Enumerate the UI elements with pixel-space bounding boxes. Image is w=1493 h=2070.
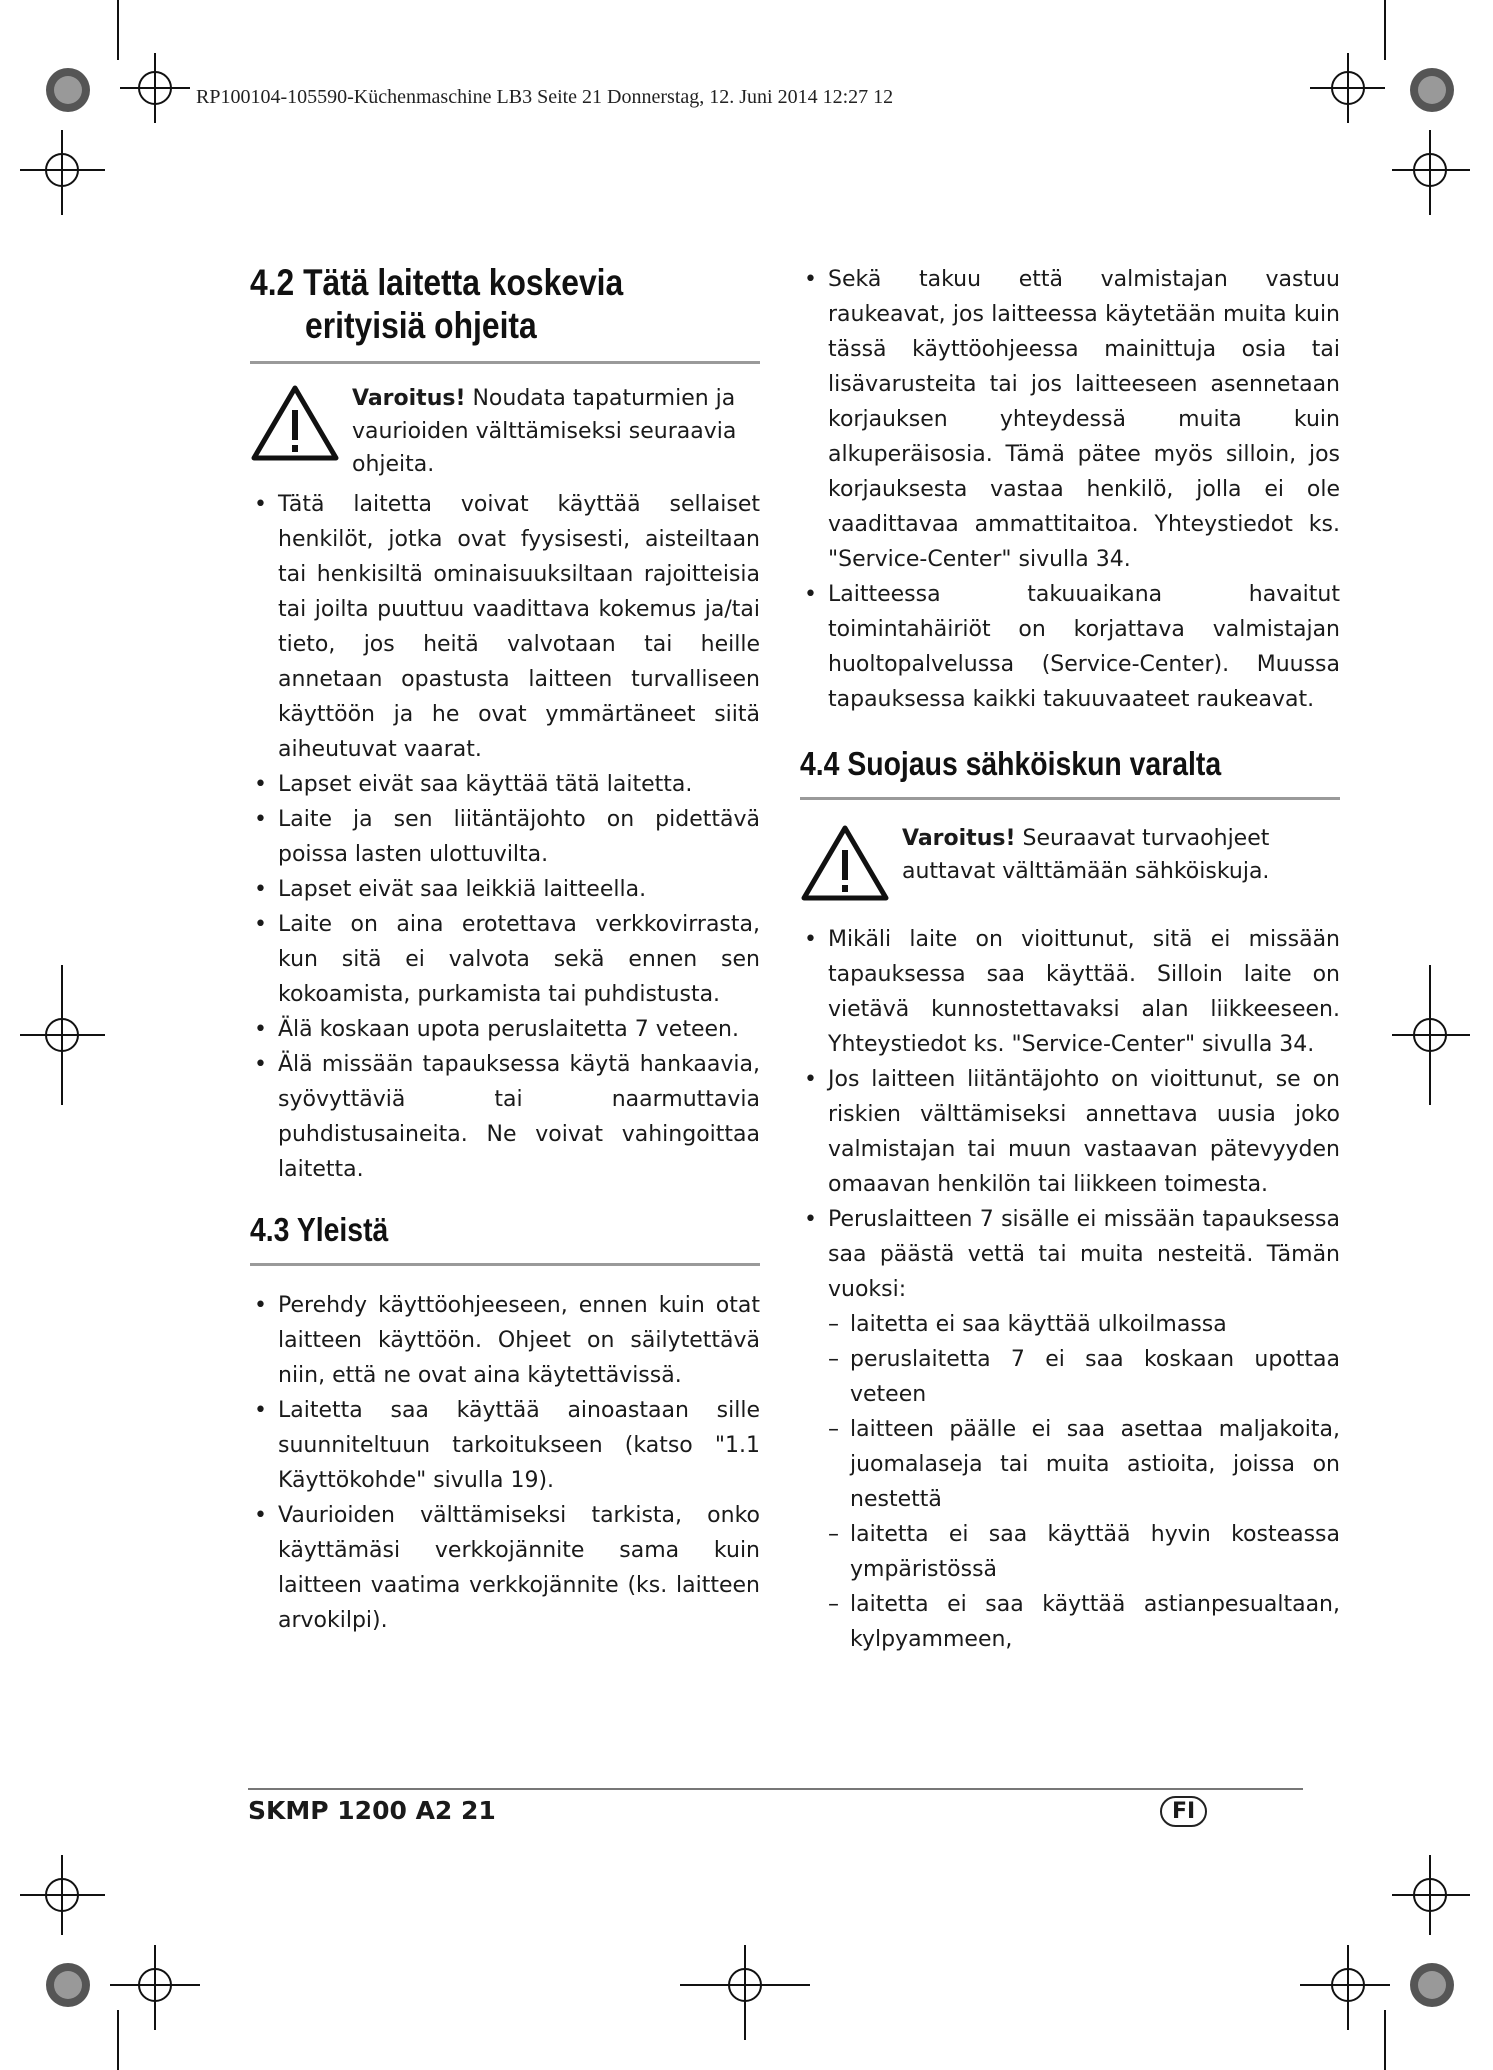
warning-body: Noudata tapaturmien ja vaurioiden välttämiseksi seuraavia ohjeita. xyxy=(352,386,737,478)
list-item: • Laite ja sen liitäntäjohto on pidettävä poissa lasten ulottuvilta. xyxy=(250,802,760,872)
section-heading-4-2 xyxy=(250,262,766,347)
sub-list-item: – laitetta ei saa käyttää astianpesualtaan, kylpyammeen, xyxy=(828,1587,1340,1657)
list-item: • Vaurioiden välttämiseksi tarkista, onko käyttämäsi verkkojännite sama kuin laitteen vaatima verkkojännite (ks. laitteen arvokilpi). xyxy=(250,1498,760,1638)
sub-list-item: – laitteen päälle ei saa asettaa maljakoita, juomalaseja tai muita astioita, joissa on nestettä xyxy=(828,1412,1340,1517)
right-column xyxy=(800,262,1340,1657)
heading-rule xyxy=(250,361,760,364)
warning-box xyxy=(800,822,1340,902)
warning-lead: Varoitus! xyxy=(352,386,466,412)
list-item: • Älä koskaan upota peruslaitetta 7 veteen. xyxy=(250,1012,760,1047)
list-item: • Sekä takuu että valmistajan vastuu raukeavat, jos laitteessa käytetään muita kuin tässä käyttöohjeessa mainittuja osia tai lisävarusteita tai jos laitteeseen asennetaan korjauksen yhteydessä muita kuin alkuperäisosia. Tämä pätee myös silloin, jos korjauksesta vastaa henkilö, jolla ei ole vaadittavaa ammattitaitoa. Yhteystiedot ks. "Service-Center" sivulla 34. xyxy=(800,262,1340,577)
sub-list-item: – peruslaitetta 7 ei saa koskaan upottaa veteen xyxy=(828,1342,1340,1412)
heading-line-2: erityisiä ohjeita xyxy=(305,304,537,346)
list-item: • Lapset eivät saa käyttää tätä laitetta. xyxy=(250,767,760,802)
list-item: • Laitetta saa käyttää ainoastaan sille suunniteltuun tarkoitukseen (katso "1.1 Käyttökohde" sivulla 19). xyxy=(250,1393,760,1498)
section-heading-4-3: 4.3 Yleistä xyxy=(250,1211,389,1249)
heading-line-1: 4.2 Tätä laitetta koskevia xyxy=(250,262,624,303)
list-item: • Mikäli laite on vioittunut, sitä ei missään tapauksessa saa käyttää. Silloin laite on vietävä kunnostettavaksi alan liikkeeseen. Yhteystiedot ks. "Service-Center" sivulla 34. xyxy=(800,922,1340,1062)
footer-rule xyxy=(248,1788,1303,1790)
sub-list-item: – laitetta ei saa käyttää hyvin kosteassa ympäristössä xyxy=(828,1517,1340,1587)
warning-triangle-icon xyxy=(250,382,340,462)
bullet-list-4-4 xyxy=(800,922,1340,1307)
heading-rule xyxy=(800,797,1340,800)
sub-list-item: – laitetta ei saa käyttää ulkoilmassa xyxy=(828,1307,1340,1342)
warning-body: Seuraavat turvaohjeet auttavat välttämään sähköiskuja. xyxy=(902,825,1270,884)
list-item: • Tätä laitetta voivat käyttää sellaiset henkilöt, jotka ovat fyysisesti, aisteiltaan tai henkisiltä ominaisuuksiltaan rajoitteisia tai joilta puuttuu vaadittava kokemus ja/tai tieto, jos heitä valvotaan tai heille annetaan opastusta laitteen turvalliseen käyttöön ja he ovat ymmärtäneet siitä aiheutuvat vaarat. xyxy=(250,487,760,767)
warning-triangle-icon xyxy=(800,822,890,902)
language-badge: FI xyxy=(1160,1796,1207,1827)
warning-lead: Varoitus! xyxy=(902,825,1016,851)
list-item: • Lapset eivät saa leikkiä laitteella. xyxy=(250,872,760,907)
list-item: • Peruslaitteen 7 sisälle ei missään tapauksessa saa päästä vettä tai muita nesteitä. Tämän vuoksi: xyxy=(800,1202,1340,1307)
section-heading-4-4: 4.4 Suojaus sähköiskun varalta xyxy=(800,745,1222,782)
list-item: • Laitteessa takuuaikana havaitut toimintahäiriöt on korjattava valmistajan huoltopalvelussa (Service-Center). Muussa tapauksessa kaikki takuuvaateet raukeavat. xyxy=(800,577,1340,717)
left-column xyxy=(250,262,760,1638)
bullet-list-4-3 xyxy=(250,1288,760,1638)
warning-box xyxy=(250,382,760,481)
footer-model-page: SKMP 1200 A2 21 xyxy=(248,1796,496,1825)
list-item: • Laite on aina erotettava verkkovirrasta, kun sitä ei valvota sekä ennen sen kokoamista, purkamista tai puhdistusta. xyxy=(250,907,760,1012)
list-item: • Perehdy käyttöohjeeseen, ennen kuin otat laitteen käyttöön. Ohjeet on säilytettävä niin, että ne ovat aina käytettävissä. xyxy=(250,1288,760,1393)
print-header: RP100104-105590-Küchenmaschine LB3 Seite 21 Donnerstag, 12. Juni 2014 12:27 12 xyxy=(196,86,894,108)
list-item: • Jos laitteen liitäntäjohto on vioittunut, se on riskien välttämiseksi annettava uusia joko valmistajan tai muun vastaavan pätevyyden omaavan henkilön tai liikkeen toimesta. xyxy=(800,1062,1340,1202)
bullet-list-4-2 xyxy=(250,487,760,1187)
list-item: • Älä missään tapauksessa käytä hankaavia, syövyttäviä tai naarmuttavia puhdistusaineita. Ne voivat vahingoittaa laitetta. xyxy=(250,1047,760,1187)
warning-text xyxy=(902,822,1340,888)
dash-list xyxy=(828,1307,1340,1657)
warning-text xyxy=(352,382,760,481)
bullet-list-warranty xyxy=(800,262,1340,717)
heading-rule xyxy=(250,1263,760,1266)
